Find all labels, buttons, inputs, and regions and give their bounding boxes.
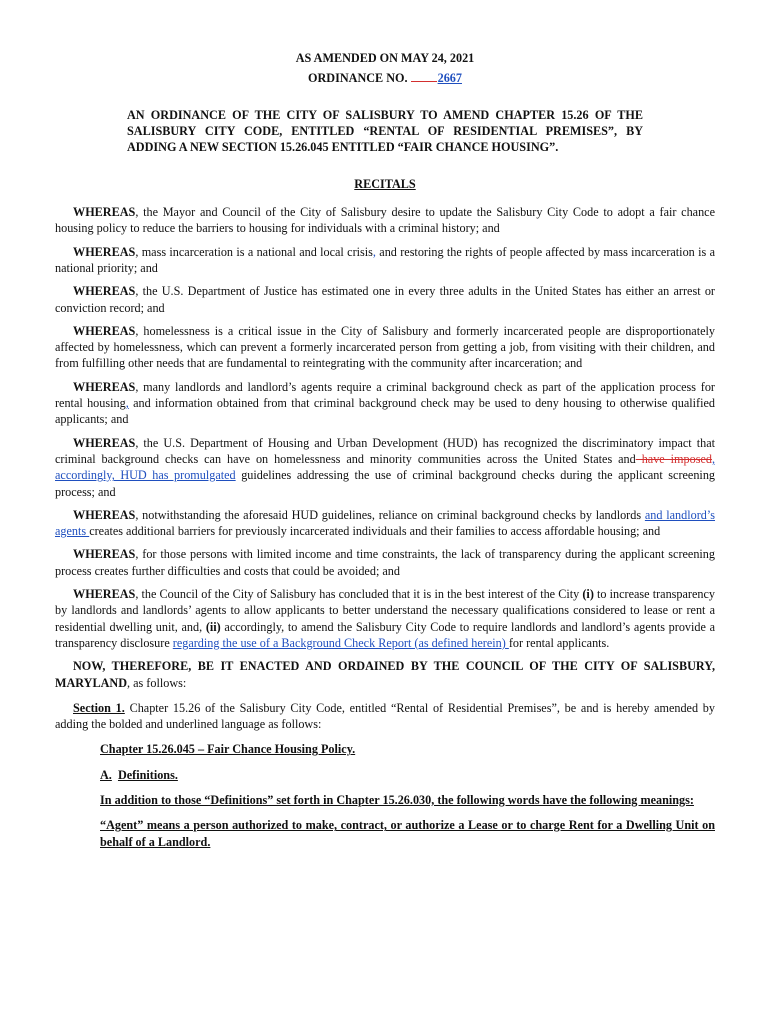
chapter-heading: Chapter 15.26.045 – Fair Chance Housing Policy.: [100, 742, 356, 757]
enactment-clause: NOW, THEREFORE, BE IT ENACTED AND ORDAINED BY THE COUNCIL OF THE CITY OF SALISBURY, MARYLAND, as follows:: [55, 659, 715, 690]
whereas-paragraph-9: WHEREAS, the Council of the City of Salisbury has concluded that it is in the best interest of the City (i) to increase transparency by landlords and landlords’ agents to allow applicants to better understand the necessary qualifications considered to lease or rent a residential dwelling unit, and, (ii) accordingly, to amend the Salisbury City Code to require landlords and landlord’s agents provide a transparency disclosure regarding the use of a Background Check Report (as defined herein) for rental applicants.: [55, 587, 715, 650]
definitions-intro: In addition to those “Definitions” set forth in Chapter 15.26.030, the following words have the following meanings:: [100, 793, 694, 808]
whereas-paragraph-1: WHEREAS, the Mayor and Council of the City of Salisbury desire to update the Salisbury City Code to adopt a fair chance housing policy to reduce the barriers to housing for individuals with a criminal history; and: [55, 205, 715, 236]
ordinance-number-line: [55, 70, 715, 86]
whereas-paragraph-4: WHEREAS, homelessness is a critical issue in the City of Salisbury and formerly incarcerated people are disproportionately affected by homelessness, which can prevent a formerly incarcerated person from getting a job, from visiting with their children, and from fulfilling other needs that are fundamental to reintegrating with the community after incarceration; and: [55, 323, 715, 371]
ordinance-title: AN ORDINANCE OF THE CITY OF SALISBURY TO AMEND CHAPTER 15.26 OF THE SALISBURY CITY CODE, ENTITLED “RENTAL OF RESIDENTIAL PREMISES”, BY ADDING A NEW SECTION 15.26.045 ENTITLED “FAIR CHANCE HOUSING”.: [127, 107, 643, 155]
amendment-text: [100, 741, 715, 849]
whereas-paragraph-5: WHEREAS, many landlords and landlord’s agents require a criminal background check as part of the application process for rental housing, and information obtained from that criminal background check may be used to deny housing to otherwise qualified applicants; and: [55, 379, 715, 427]
whereas-paragraph-3: WHEREAS, the U.S. Department of Justice has estimated one in every three adults in the United States has either an arrest or conviction record; and: [55, 284, 715, 315]
ordinance-prefix: ORDINANCE NO.: [308, 71, 411, 86]
deleted-text: have imposed: [635, 451, 712, 466]
whereas-paragraph-2: WHEREAS, mass incarceration is a national and local crisis, and restoring the rights of people affected by mass incarceration is a national priority; and: [55, 244, 715, 275]
section-1: Section 1. Chapter 15.26 of the Salisbury City Code, entitled “Rental of Residential Premises”, be and is hereby amended by adding the bolded and underlined language as follows:: [55, 700, 715, 732]
inserted-text: , accordingly, HUD has promulgated: [55, 451, 715, 483]
whereas-paragraph-8: WHEREAS, for those persons with limited income and time constraints, the lack of transparency during the applicant screening process creates further difficulties and costs that could be avoided; and: [55, 547, 715, 578]
whereas-paragraph-6: WHEREAS, the U.S. Department of Housing and Urban Development (HUD) has recognized the discriminatory impact that criminal background checks can have on homelessness and minority communities across the United States and have imposed, accordingly, HUD has promulgated guidelines addressing the use of criminal background checks during the applicant screening process; and: [55, 435, 716, 499]
deleted-blank: [411, 72, 437, 82]
definitions-heading: A. Definitions.: [100, 767, 178, 782]
inserted-text: and landlord’s agents: [55, 507, 716, 539]
amendment-date: AS AMENDED ON MAY 24, 2021: [295, 51, 475, 65]
recitals-heading: RECITALS: [354, 176, 416, 191]
whereas-paragraph-7: WHEREAS, notwithstanding the aforesaid HUD guidelines, reliance on criminal background checks by landlords and landlord’s agents creates additional barriers for previously incarcerated individuals and their families to access affordable housing; and: [55, 507, 716, 539]
ordinance-number: 2667: [437, 71, 462, 86]
inserted-text: regarding the use of a Background Check Report (as defined herein): [172, 635, 509, 650]
agent-definition: “Agent” means a person authorized to make, contract, or authorize a Lease or to charge Rent for a Dwelling Unit on behalf of a Landlord.: [100, 818, 715, 849]
